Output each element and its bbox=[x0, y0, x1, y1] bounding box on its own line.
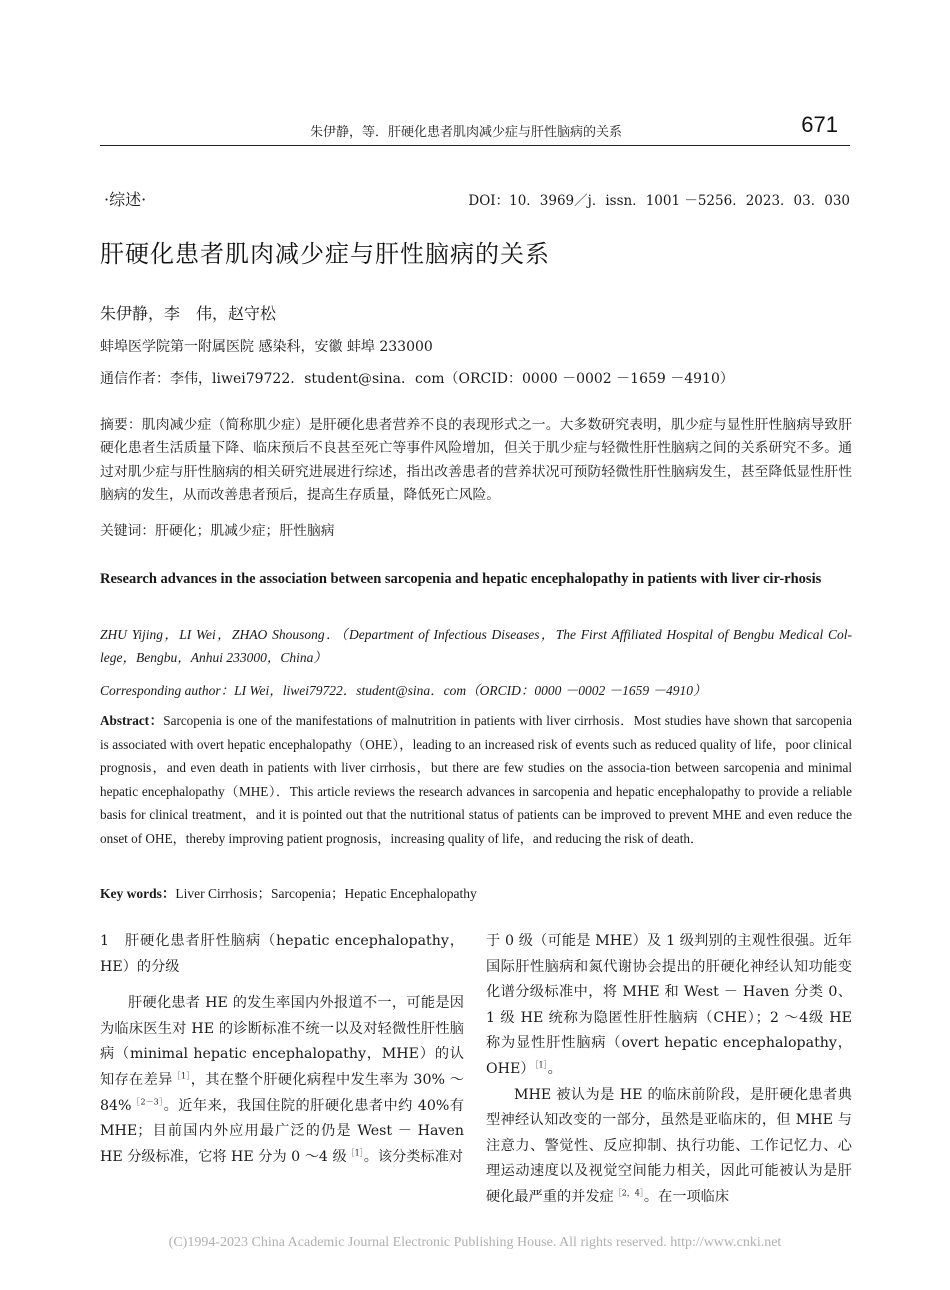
abstract-cn: 摘要：肌肉减少症（简称肌少症）是肝硬化患者营养不良的表现形式之一。大多数研究表明，肌少症与显性肝性脑病导致肝硬化患者生活质量下降、临床预后不良甚至死亡等事件风险增加，但关于肌少症与轻微性肝性脑病之间的关系研究不多。通过对肌少症与肝性脑病的相关研究进展进行综述，指出改善患者的营养状况可预防轻微性肝性脑病发生，甚至降低显性肝性脑病的发生，从而改善患者预后，提高生存质量，降低死亡风险。 bbox=[100, 417, 852, 504]
body-paragraph bbox=[100, 991, 464, 1170]
authors-en: ZHU Yijing，LI Wei，ZHAO Shousong．（Department of Infectious Diseases，The First Affiliated Hospital of Bengbu Medical Col-lege，Bengbu，Anhui 233000，China） bbox=[100, 627, 852, 665]
abstract-en-label: Abstract： bbox=[100, 713, 164, 728]
running-title: 朱伊静，等．肝硬化患者肌肉减少症与肝性脑病的关系 bbox=[310, 125, 623, 140]
copyright-footer: (C)1994-2023 China Academic Journal Electronic Publishing House. All rights reserved. http://www.cnki.net bbox=[168, 1235, 782, 1250]
affiliation-cn: 蚌埠医学院第一附属医院 感染科，安徽 蚌埠 233000 bbox=[100, 339, 433, 355]
running-header bbox=[100, 112, 850, 146]
section-label: ·综述· bbox=[104, 190, 147, 209]
body-text: 。在一项临床 bbox=[643, 1188, 730, 1205]
keywords-en-label: Key words： bbox=[100, 886, 176, 901]
body-column-left bbox=[100, 929, 464, 1170]
body-text: 。该分类标准对 bbox=[363, 1148, 464, 1165]
body-text: 肝硬化患者 HE 的发生率国内外报道不一，可能是因为临床医生对 HE 的诊断标准不统一以及对轻微性肝性脑病（minimal hepatic encephalopathy，MHE）的认知存在差异 bbox=[100, 995, 464, 1088]
body-text: 于 0 级（可能是 MHE）及 1 级判别的主观性很强。近年国际肝性脑病和氮代谢协会提出的肝硬化神经认知功能变化谱分级标准中，将 MHE 和 West － Haven 分类 0、1 级 HE 统称为隐匿性肝性脑病（CHE）；2 ～4级 HE 称为显性肝性脑病（overt hepatic encephalopathy，OHE） bbox=[486, 933, 852, 1077]
authors-cn: 朱伊静，李 伟，赵守松 bbox=[100, 304, 277, 323]
body-text: 。 bbox=[547, 1060, 562, 1077]
doi: DOI：10．3969／j．issn．1001 －5256．2023．03．030 bbox=[468, 193, 850, 209]
citation: ［2，4］ bbox=[613, 1188, 644, 1198]
section-heading-1: 1 肝硬化患者肝性脑病（hepatic encephalopathy，HE）的分级 bbox=[100, 933, 464, 975]
keywords-en-text: Liver Cirrhosis；Sarcopenia；Hepatic Encephalopathy bbox=[175, 886, 477, 901]
abstract-en-text: Sarcopenia is one of the manifestations of malnutrition in patients with liver cirrhosis．Most studies have shown that sarcopenia is associated with overt hepatic encephalopathy（OHE），leading to an increased risk of events such as reduced quality of life，poor clinical prognosis，and even death in patients with liver cirrhosis，but there are few studies on the associa-tion between sarcopenia and minimal hepatic encephalopathy（MHE）．This article reviews the research advances in sarcopenia and hepatic encephalopathy to provide a reliable basis for clinical treatment，and it is pointed out that the nutritional status of patients can be improved to prevent MHE and even reduce the onset of OHE，thereby improving patient prognosis，increasing quality of life，and reducing the risk of death． bbox=[100, 713, 852, 846]
citation: ［1］ bbox=[346, 1148, 364, 1158]
corresponding-author-cn: 通信作者：李伟，liwei79722．student@sina．com（ORCID：0000 －0002 －1659 －4910） bbox=[100, 371, 734, 387]
citation: ［1］ bbox=[534, 1060, 548, 1070]
citation: ［1］ bbox=[172, 1071, 191, 1081]
page-number: 671 bbox=[801, 112, 838, 137]
body-column-right bbox=[486, 929, 852, 1211]
body-paragraph bbox=[486, 929, 852, 1083]
keywords-en bbox=[100, 882, 477, 902]
body-text: MHE 被认为是 HE 的临床前阶段，是肝硬化患者典型神经认知改变的一部分，虽然是亚临床的，但 MHE 与注意力、警觉性、反应抑制、执行功能、工作记忆力、心理运动速度以及视觉空间能力相关，因此可能被认为是肝硬化最严重的并发症 bbox=[486, 1086, 852, 1205]
citation: ［2－3］ bbox=[131, 1096, 164, 1106]
abstract-en bbox=[100, 709, 852, 850]
body-paragraph bbox=[486, 1083, 852, 1211]
article-title-cn: 肝硬化患者肌肉减少症与肝性脑病的关系 bbox=[100, 240, 550, 268]
article-title-en: Research advances in the association between sarcopenia and hepatic encephalopathy in patients with liver cir-rhosis bbox=[100, 571, 822, 587]
corresponding-author-en: Corresponding author：LI Wei，liwei79722．student@sina．com（ORCID：0000 －0002 －1659 －4910） bbox=[100, 683, 707, 698]
keywords-cn: 关键词：肝硬化；肌减少症；肝性脑病 bbox=[100, 523, 335, 539]
body-text: ，其在整个肝硬化病程中发生率为 30% ～84% bbox=[100, 1071, 464, 1114]
body-text: 。近年来，我国住院的肝硬化患者中约 40%有 MHE；目前国内外应用最广泛的仍是 West － Haven HE 分级标准，它将 HE 分为 0 ～4 级 bbox=[100, 1097, 465, 1165]
